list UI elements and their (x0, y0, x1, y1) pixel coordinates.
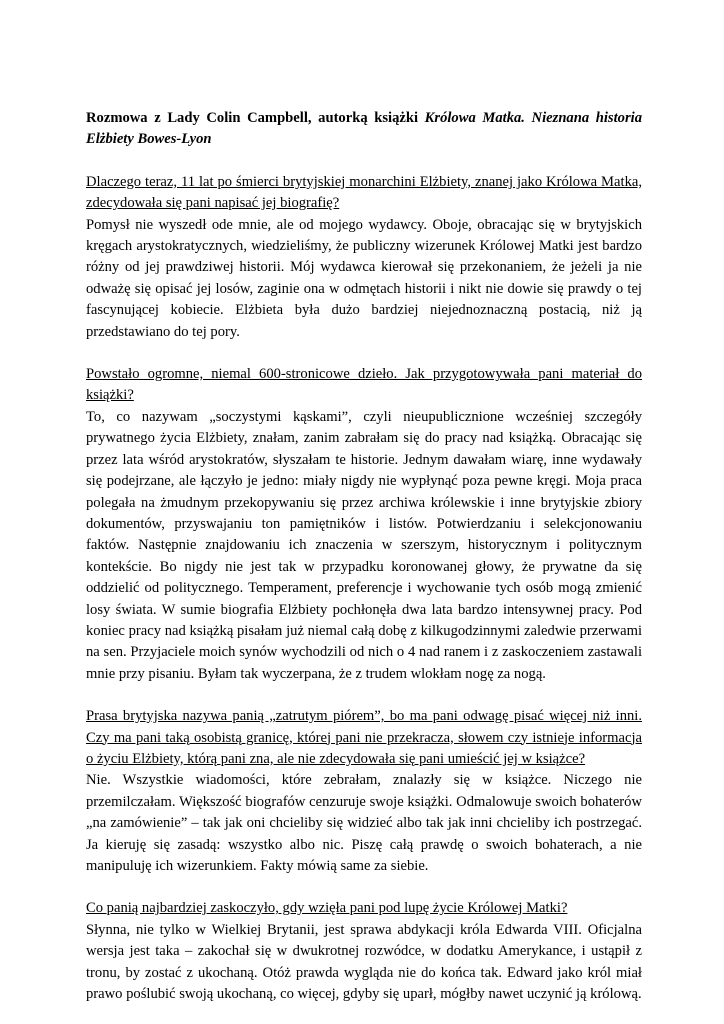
question-1: Dlaczego teraz, 11 lat po śmierci brytyjskiej monarchini Elżbiety, znanej jako Królowa Matka, zdecydowała się pani napisać jej biografię? (86, 173, 642, 212)
answer-4: Słynna, nie tylko w Wielkiej Brytanii, jest sprawa abdykacji króla Edwarda VIII. Oficjalna wersja jest taka – zakochał się w dwukrotnej rozwódce, w dodatku Amerykance, i ustąpił z tronu, by zostać z ukochaną. Otóż prawda wygląda nie do końca tak. Edward jako król miał prawo poślubić swoją ukochaną, co więcej, gdyby się uparł, mógłby nawet uczynić ją królową. (86, 921, 642, 1003)
question-4: Co panią najbardziej zaskoczyło, gdy wzięła pani pod lupę życie Królowej Matki? (86, 900, 568, 917)
book-title: Królowa Matka. Nieznana historia Elżbiety Bowes-Lyon (86, 110, 642, 148)
question-3: Prasa brytyjska nazywa panią „zatrutym piórem”, bo ma pani odwagę pisać więcej niż inni. Czy ma pani taką osobistą granicę, której pani nie przekracza, słowem czy istnieje informacja o życiu Elżbiety, którą pani zna, ale nie zdecydowała się pani umieścić jej w książce? (86, 708, 642, 767)
answer-1: Pomysł nie wyszedł ode mnie, ale od mojego wydawcy. Oboje, obracając się w brytyjskich kręgach arystokratycznych, wiedzieliśmy, że publiczny wizerunek Królowej Matki jest bardzo różny od jej prawdziwej historii. Mój wydawca kierował się przekonaniem, że jeżeli ja nie odważę się opisać jej losów, zaginie ona w odmętach historii i nikt nie dowie się prawdy o tej fascynującej kobiecie. Elżbieta była dużo bardziej niejednoznaczną postacią, niż ją przedstawiano do tej pory. (86, 216, 642, 340)
question-2: Powstało ogromne, niemal 600-stronicowe dzieło. Jak przygotowywała pani materiał do książki? (86, 366, 642, 404)
document-page (86, 108, 642, 1005)
answer-3: Nie. Wszystkie wiadomości, które zebrałam, znalazły się w książce. Niczego nie przemilczałam. Większość biografów cenzuruje swoje książki. Odmalowuje swoich bohaterów „na zamówienie” – tak jak oni chcieliby się widzieć albo tak jak inni chcieliby ich postrzegać. Ja kieruję się zasadą: wszystko albo nic. Piszę całą prawdę o swoich bohaterach, a nie manipuluję ich wizerunkiem. Fakty mówią same za siebie. (86, 772, 642, 874)
interview-title (86, 108, 642, 151)
title-plain: Rozmowa z Lady Colin Campbell, autorką książki (86, 110, 425, 126)
answer-2: To, co nazywam „soczystymi kąskami”, czyli nieupublicznione wcześniej szczegóły prywatnego życia Elżbiety, znałam, zanim zabrałam się do pracy nad książką. Obracając się przez lata wśród arystokratów, słyszałam te historie. Jednym dawałam wiarę, inne wydawały się podejrzane, ale łączyło je jedno: miały nigdy nie wypłynąć poza pewne kręgi. Moja praca polegała na żmudnym przekopywaniu się przez archiwa królewskie i inne brytyjskie zbiory dokumentów, przyswajaniu ton pamiętników i listów. Potwierdzaniu i selekcjonowaniu faktów. Następnie znajdowaniu ich znaczenia w szerszym, historycznym i politycznym kontekście. Bo nigdy nie jest tak w przypadku koronowanej głowy, że prywatne da się oddzielić od politycznego. Temperament, preferencje i wychowanie tych osób mogą zmienić losy świata. W sumie biografia Elżbiety pochłonęła dwa lata bardzo intensywnej pracy. Pod koniec pracy nad książką pisałam już niemal całą dobę z kilkugodzinnymi zaledwie przerwami na sen. Przyjaciele moich synów wychodzili od nich o 4 nad ranem i z zaskoczeniem zastawali mnie przy pisaniu. Byłam tak wyczerpana, że z trudem wlokłam nogę za nogą. (86, 408, 642, 682)
